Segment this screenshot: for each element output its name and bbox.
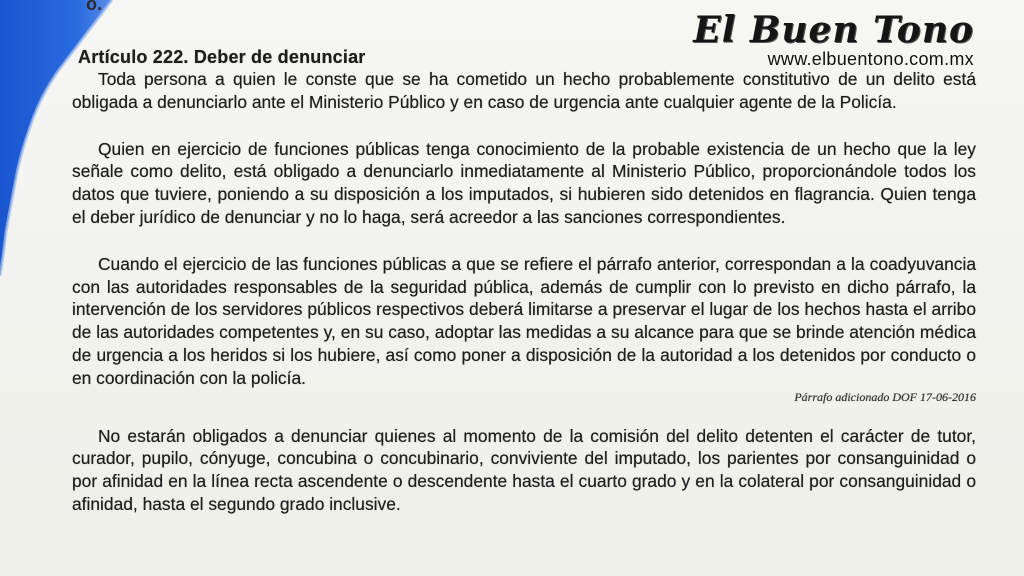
newspaper-logo: El Buen Tono xyxy=(693,9,974,51)
paragraph-2: Quien en ejercicio de funciones públicas tenga conocimiento de la probable existencia de un hecho que la ley señale como delito, está obligado a denunciarlo inmediatamente al Ministerio Público, proporcionándole todos los datos que tuviere, poniendo a su disposición a los imputados, si hubieren sido detenidos en flagrancia. Quien tenga el deber jurídico de denunciar y no lo haga, será acreedor a las sanciones correspondientes. xyxy=(72,138,976,227)
paragraph-4: No estarán obligados a denunciar quienes al momento de la comisión del delito detenten el carácter de tutor, curador, pupilo, cónyuge, concubina o concubinario, conviviente del imputado, los parientes por consanguinidad o por afinidad en la línea recta ascendente o descendente hasta el cuarto grado y en la colateral por consanguinidad o afinidad, hasta el segundo grado inclusive. xyxy=(72,425,976,514)
newspaper-url: www.elbuentono.com.mx xyxy=(767,49,974,69)
cut-off-text: o. xyxy=(86,0,102,14)
article-heading: Artículo 222. Deber de denunciar xyxy=(78,47,366,67)
legal-document xyxy=(72,46,976,516)
paragraph-1: Toda persona a quien le conste que se ha cometido un hecho probablemente constitutivo de un delito está obligada a denunciarlo ante el Ministerio Público y en caso de urgencia ante cualquier agente de la Policía. xyxy=(72,69,976,112)
paragraph-3: Cuando el ejercicio de las funciones públicas a que se refiere el párrafo anterior, correspondan a la coadyuvancia con las autoridades responsables de la seguridad pública, además de cumplir con lo previsto en dicho párrafo, la intervención de los servidores públicos respectivos deberá limitarse a preservar el lugar de los hechos hasta el arribo de las autoridades competentes y, en su caso, adoptar las medidas a su alcance para que se brinde atención médica de urgencia a los heridos si los hubiere, así como poner a disposición de la autoridad a los detenidos por conducto o en coordinación con la policía. xyxy=(72,253,976,388)
amendment-note: Párrafo adicionado DOF 17-06-2016 xyxy=(794,389,976,404)
